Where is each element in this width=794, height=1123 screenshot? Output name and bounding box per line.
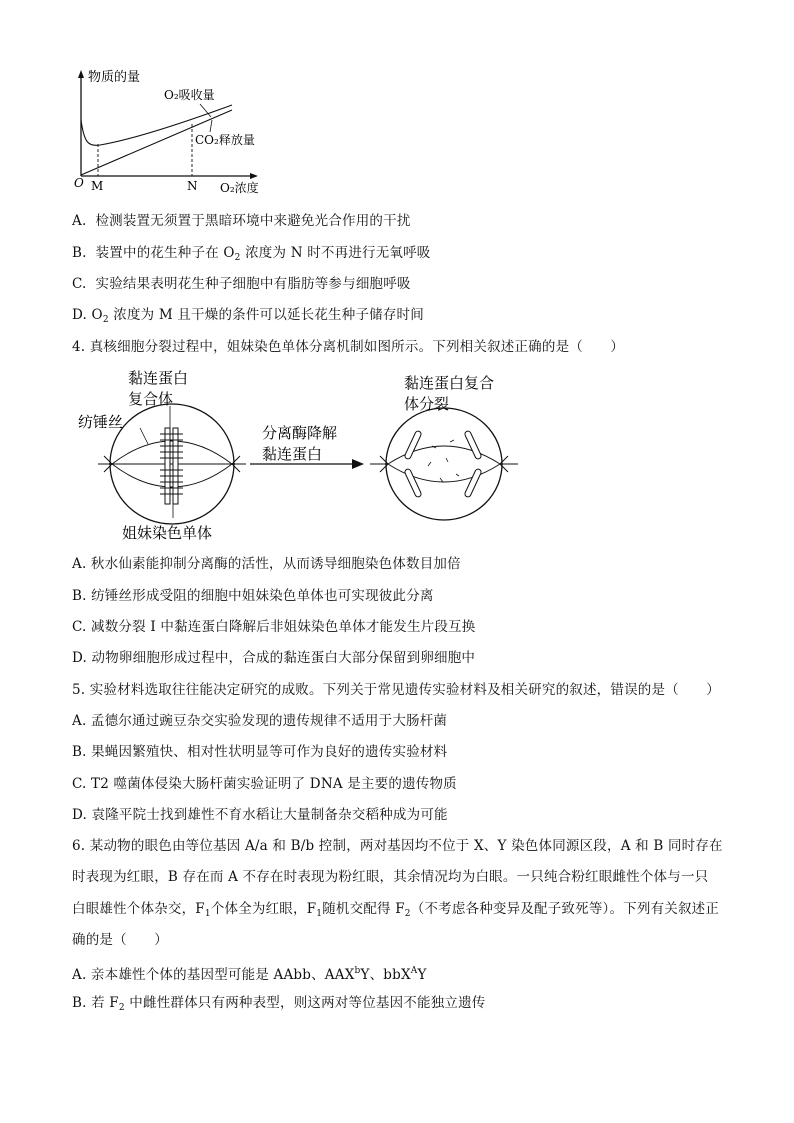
q6-option-a-sup-2: A — [410, 966, 418, 976]
sister-chromatid-label: 姐妹染色单体 — [122, 524, 213, 542]
q6-option-a-text-2: Y、bbX — [360, 967, 411, 983]
q6-option-a-text-3: Y — [417, 967, 427, 983]
cohesin-complex-label-2: 复合体 — [128, 390, 174, 408]
q6-f1-sub: 1 — [204, 909, 211, 919]
separated-chromatid — [464, 430, 482, 460]
q3-option-a-prefix: A. — [72, 213, 87, 229]
y-axis-label: 物质的量 — [88, 70, 141, 85]
q6-stem-3a: 白眼雄性个体杂交，F — [72, 901, 205, 917]
q6-option-b — [72, 993, 486, 1018]
o2-absorb-label: O₂吸收量 — [164, 88, 215, 102]
cohesin-split-label-1: 黏连蛋白复合 — [404, 374, 495, 392]
q6-stem-line-3 — [72, 899, 719, 924]
co2-leader — [210, 120, 212, 132]
x-axis-label: O₂浓度 — [220, 181, 259, 195]
q3-option-b-text-1: 装置中的花生种子在 O — [95, 245, 235, 261]
q6-stem-line-1: 6. 某动物的眼色由等位基因 A/a 和 B/b 控制，两对基因均不位于 X、Y 染色体同源区段，A 和 B 同时存在 — [72, 838, 723, 854]
q6-option-a-text-1: A. 亲本雄性个体的基因型可能是 AAbb、AAX — [72, 967, 355, 983]
q6-stem-line-2: 时表现为红眼，B 存在而 A 不存在时表现为粉红眼，其余情况均为白眼。一只纯合粉红眼雌性个体与一只 — [72, 869, 709, 885]
q3-option-c-prefix: C. — [72, 276, 87, 292]
n-label: N — [187, 179, 198, 193]
respiration-graph — [60, 62, 290, 200]
q3-option-b-sub: 2 — [234, 253, 241, 263]
spindle-label: 纺锤丝 — [78, 413, 124, 431]
separated-chromatid — [404, 430, 422, 460]
chromatid — [165, 428, 170, 504]
q6-stem-line-4: 确的是（ ） — [72, 932, 168, 948]
q5-option-a: A. 孟德尔通过豌豆杂交实验发现的遗传规律不适用于大肠杆菌 — [72, 713, 448, 729]
q4-option-d: D. 动物卵细胞形成过程中，合成的黏连蛋白大部分保留到卵细胞中 — [72, 650, 476, 666]
q6-option-a-sup-1: b — [354, 966, 361, 976]
q6-option-b-text-2: 中雌性群体只有两种表型，则这两对等位基因不能独立遗传 — [124, 995, 486, 1011]
separase-label-1: 分离酶降解 — [262, 424, 338, 442]
cohesin-complex-label-1: 黏连蛋白 — [128, 369, 189, 387]
q6-option-b-sub: 2 — [118, 1003, 125, 1013]
q3-option-d-text-2: 浓度为 M 且干燥的条件可以延长花生种子储存时间 — [108, 307, 424, 323]
q4-option-b: B. 纺锤丝形成受阻的细胞中姐妹染色单体也可实现彼此分离 — [72, 588, 434, 604]
q4-option-c: C. 减数分裂 I 中黏连蛋白降解后非姐妹染色单体才能发生片段互换 — [72, 619, 476, 635]
q3-option-b-text-2: 浓度为 N 时不再进行无氧呼吸 — [240, 245, 431, 261]
q6-option-b-text-1: B. 若 F — [72, 995, 119, 1011]
separated-chromatid — [404, 468, 422, 498]
q3-option-d — [72, 305, 424, 330]
left-spindle-fiber — [112, 464, 232, 487]
q3-option-a-text: 检测装置无须置于黑暗环境中来避免光合作用的干扰 — [95, 213, 411, 229]
q6-f2-sub: 2 — [404, 909, 411, 919]
q6-option-a — [72, 961, 427, 985]
left-spindle-fiber — [112, 441, 232, 464]
separase-label-2: 黏连蛋白 — [262, 445, 323, 463]
chromatid — [173, 428, 178, 504]
y-axis-arrow — [78, 70, 84, 78]
q6-stem-3d: （不考虑各种变异及配子致死等）。下列有关叙述正 — [410, 901, 720, 917]
sister-chromatid-separation-diagram — [70, 366, 540, 546]
q6-stem-3c: 随机交配得 F — [322, 901, 405, 917]
q3-option-d-text-1: O — [91, 307, 103, 323]
q3-option-d-prefix: D. — [72, 307, 88, 323]
q3-option-b-prefix: B. — [72, 245, 87, 261]
process-arrowhead — [352, 459, 364, 469]
cohesin-split-label-2: 体分裂 — [404, 395, 450, 413]
co2-release-label: CO₂释放量 — [195, 133, 255, 147]
q4-stem: 4. 真核细胞分裂过程中，姐妹染色单体分离机制如图所示。下列相关叙述正确的是（ ） — [72, 339, 625, 355]
q5-option-c: C. T2 噬菌体侵染大肠杆菌实验证明了 DNA 是主要的遗传物质 — [72, 776, 457, 792]
q6-stem-3b: 个体全为红眼，F — [210, 901, 317, 917]
q5-option-b: B. 果蝇因繁殖快、相对性状明显等可作为良好的遗传实验材料 — [72, 744, 448, 760]
q3-option-c-text: 实验结果表明花生种子细胞中有脂肪等参与细胞呼吸 — [95, 276, 411, 292]
q5-option-d: D. 袁隆平院士找到雄性不育水稻让大量制备杂交稻种成为可能 — [72, 807, 448, 823]
x-axis-arrow — [250, 173, 258, 179]
m-label: M — [91, 179, 104, 193]
q4-option-a: A. 秋水仙素能抑制分离酶的活性，从而诱导细胞染色体数目加倍 — [72, 556, 461, 572]
spindle-leader — [140, 428, 148, 444]
right-cell-outline — [386, 408, 502, 520]
origin-label: O — [74, 176, 84, 190]
q6-f1-sub: 1 — [316, 909, 323, 919]
q3-option-a — [72, 211, 411, 231]
q3-option-b — [72, 243, 431, 268]
q5-stem: 5. 实验材料选取往往能决定研究的成败。下列关于常见遗传实验材料及相关研究的叙述，错误的是（ ） — [72, 682, 720, 698]
separated-chromatid — [464, 468, 482, 498]
q3-option-d-sub: 2 — [102, 315, 109, 325]
q3-option-c — [72, 274, 411, 294]
